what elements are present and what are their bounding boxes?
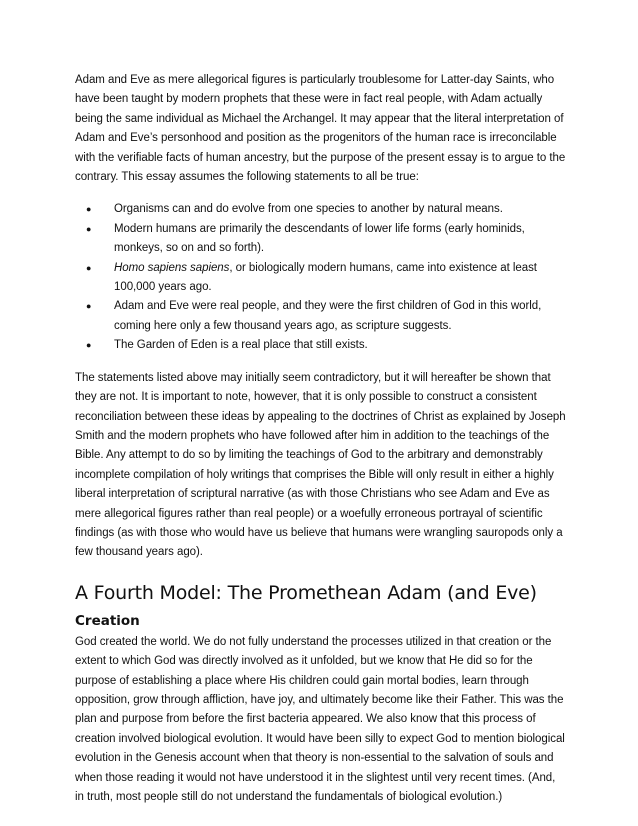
bullet-icon: ●: [86, 223, 92, 234]
list-item: [75, 200, 567, 219]
section-heading: A Fourth Model: The Promethean Adam (and Eve): [75, 581, 537, 604]
list-item-text: Adam and Eve were real people, and they were the first children of God in this world, coming here only a few thousand years ago, as scripture suggests.: [114, 300, 542, 332]
intro-paragraph: Adam and Eve as mere allegorical figures is particularly troublesome for Latter-day Saints, who have been taught by modern prophets that these were in fact real people, with Adam actually being the same individual as Michael the Archangel. It may appear that the literal interpretation of Adam and Eve’s personhood and position as the progenitors of the human race is irreconcilable with the verifiable facts of human ancestry, but the purpose of the present essay is to argue to the contrary. This essay assumes the following statements to all be true:: [75, 74, 566, 184]
document-page: [75, 71, 567, 807]
list-item-text: Organisms can and do evolve from one species to another by natural means.: [114, 203, 503, 216]
creation-paragraph: God created the world. We do not fully understand the processes utilized in that creation or the extent to which God was directly involved as it unfolded, but we know that He did so for the purpose of establishing a place where His children could gain mortal bodies, learn through opposition, grow through affliction, have joy, and ultimately become like their Father. This was the plan and purpose from before the first bacteria appeared. We also know that this process of creation involved biological evolution. It would have been silly to expect God to mention biological evolution in the Genesis account when that theory is non-essential to the salvation of souls and when those reading it would not have understood it in the slightest until very recent times. (And, in truth, most people still do not understand the fundamentals of biological evolution.): [75, 635, 565, 803]
assumptions-list: [75, 200, 567, 355]
list-item: [75, 220, 567, 259]
list-item-text: , or biologically modern humans, came into existence at least 100,000 years ago.: [114, 261, 537, 294]
list-item-text: The Garden of Eden is a real place that still exists.: [114, 339, 368, 352]
bullet-icon: ●: [86, 340, 92, 351]
italic-term: Homo sapiens sapiens: [114, 261, 230, 274]
bullet-icon: ●: [86, 301, 92, 312]
list-item: [75, 259, 567, 298]
list-item: [75, 297, 567, 336]
bullet-icon: ●: [86, 204, 92, 215]
subsection-heading: Creation: [75, 612, 140, 629]
list-item: [75, 336, 567, 355]
list-item-text: Modern humans are primarily the descendants of lower life forms (early hominids, monkeys, so on and so forth).: [114, 222, 525, 255]
second-paragraph: The statements listed above may initially seem contradictory, but it will hereafter be shown that they are not. It is important to note, however, that it is only possible to construct a consistent reconciliation between these ideas by appealing to the doctrines of Christ as explained by Joseph Smith and the modern prophets who have followed after him in addition to the teachings of the Bible. Any attempt to do so by limiting the teachings of God to the arbitrary and demonstrably incomplete compilation of holy writings that comprises the Bible will only result in either a highly liberal interpretation of scriptural narrative (as with those Christians who see Adam and Eve as mere allegorical figures rather than real people) or a woefully erroneous portrayal of scientific findings (as with those who would have us believe that humans were wrangling sauropods only a few thousand years ago).: [75, 371, 566, 559]
bullet-icon: ●: [86, 262, 92, 273]
